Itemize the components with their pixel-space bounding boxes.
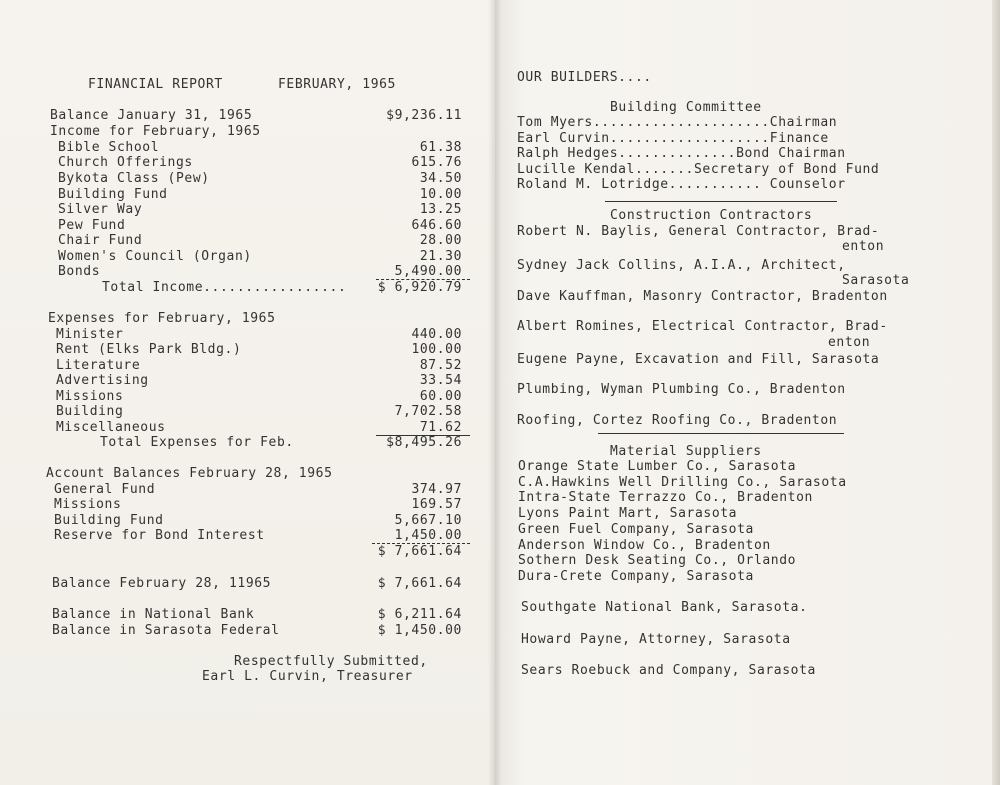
income-item-amount: 28.00 bbox=[419, 233, 462, 248]
committee-member: Tom Myers.....................Chairman bbox=[517, 115, 838, 130]
national-bank-label: Balance in National Bank bbox=[52, 607, 255, 622]
total-expenses-amount: $8,495.26 bbox=[386, 435, 462, 450]
book-gutter bbox=[488, 0, 502, 785]
account-item-amount: 5,667.10 bbox=[394, 513, 462, 528]
income-item-label: Bonds bbox=[58, 264, 101, 279]
expense-item-amount: 440.00 bbox=[411, 327, 462, 342]
contractor-line: Roofing, Cortez Roofing Co., Bradenton bbox=[517, 413, 838, 428]
income-item-amount: 34.50 bbox=[419, 171, 462, 186]
supplier-item: Green Fuel Company, Sarasota bbox=[518, 522, 754, 537]
account-item-amount: 1,450.00 bbox=[394, 528, 462, 543]
sarasota-federal-label: Balance in Sarasota Federal bbox=[52, 623, 280, 638]
total-expenses-label: Total Expenses for Feb. bbox=[100, 435, 294, 450]
supplier-item: C.A.Hawkins Well Drilling Co., Sarasota bbox=[518, 475, 847, 490]
other-item: Sears Roebuck and Company, Sarasota bbox=[521, 663, 816, 678]
balance-jan-label: Balance January 31, 1965 bbox=[50, 108, 253, 123]
contractor-line: Albert Romines, Electrical Contractor, Brad- bbox=[517, 319, 888, 334]
suppliers-heading: Material Suppliers bbox=[610, 444, 762, 459]
income-item-amount: 615.76 bbox=[411, 155, 462, 170]
income-item-amount: 21.30 bbox=[419, 249, 462, 264]
national-bank-amount: $ 6,211.64 bbox=[377, 607, 462, 622]
account-item-label: Reserve for Bond Interest bbox=[54, 528, 265, 543]
income-item-label: Bible School bbox=[58, 140, 160, 155]
income-item-label: Women's Council (Organ) bbox=[58, 249, 252, 264]
income-item-label: Bykota Class (Pew) bbox=[58, 171, 210, 186]
contractor-line-continued: Sarasota bbox=[842, 273, 910, 288]
balance-feb-label: Balance February 28, 11965 bbox=[52, 576, 272, 591]
accounts-heading: Account Balances February 28, 1965 bbox=[46, 466, 333, 481]
expense-item-amount: 60.00 bbox=[419, 389, 462, 404]
sarasota-federal-amount: $ 1,450.00 bbox=[377, 623, 462, 638]
account-item-label: Missions bbox=[54, 497, 122, 512]
treasurer-signature: Earl L. Curvin, Treasurer bbox=[202, 669, 413, 684]
income-item-amount: 646.60 bbox=[411, 218, 462, 233]
balance-feb-amount: $ 7,661.64 bbox=[377, 576, 462, 591]
committee-member: Roland M. Lotridge........... Counselor bbox=[517, 177, 846, 192]
expense-item-amount: 71.62 bbox=[419, 420, 462, 435]
closing-line: Respectfully Submitted, bbox=[234, 654, 428, 669]
contractor-line: Plumbing, Wyman Plumbing Co., Bradenton bbox=[517, 382, 846, 397]
supplier-item: Anderson Window Co., Bradenton bbox=[518, 538, 771, 553]
other-item: Southgate National Bank, Sarasota. bbox=[521, 600, 808, 615]
committee-member: Earl Curvin...................Finance bbox=[517, 131, 829, 146]
supplier-item: Lyons Paint Mart, Sarasota bbox=[518, 506, 738, 521]
income-item-amount: 5,490.00 bbox=[394, 264, 462, 279]
expense-item-amount: 100.00 bbox=[411, 342, 462, 357]
supplier-item: Orange State Lumber Co., Sarasota bbox=[518, 459, 797, 474]
income-item-label: Chair Fund bbox=[58, 233, 143, 248]
expense-item-label: Miscellaneous bbox=[56, 420, 166, 435]
expense-item-amount: 33.54 bbox=[419, 373, 462, 388]
report-title: FINANCIAL REPORT bbox=[88, 77, 223, 92]
expense-item-label: Missions bbox=[56, 389, 124, 404]
contractor-line: Robert N. Baylis, General Contractor, Brad- bbox=[517, 224, 880, 239]
account-item-amount: 169.57 bbox=[411, 497, 462, 512]
expense-item-label: Building bbox=[56, 404, 124, 419]
contractor-line: Dave Kauffman, Masonry Contractor, Bradenton bbox=[517, 289, 888, 304]
income-item-amount: 61.38 bbox=[419, 140, 462, 155]
page-edge bbox=[992, 0, 1000, 785]
section-divider bbox=[598, 433, 844, 434]
account-item-label: Building Fund bbox=[54, 513, 164, 528]
section-divider bbox=[605, 201, 837, 202]
contractor-line-continued: enton bbox=[842, 239, 885, 254]
account-item-amount: 374.97 bbox=[411, 482, 462, 497]
supplier-item: Dura-Crete Company, Sarasota bbox=[518, 569, 754, 584]
income-item-label: Building Fund bbox=[58, 187, 168, 202]
committee-heading: Building Committee bbox=[610, 100, 762, 115]
account-item-label: General Fund bbox=[54, 482, 156, 497]
income-heading: Income for February, 1965 bbox=[50, 124, 261, 139]
accounts-total: $ 7,661.64 bbox=[377, 544, 462, 559]
total-income-label: Total Income................. bbox=[102, 280, 347, 295]
committee-member: Lucille Kendal.......Secretary of Bond Fund bbox=[517, 162, 880, 177]
total-income-amount: $ 6,920.79 bbox=[377, 280, 462, 295]
other-item: Howard Payne, Attorney, Sarasota bbox=[521, 632, 791, 647]
balance-jan-amount: $9,236.11 bbox=[386, 108, 462, 123]
expense-item-label: Rent (Elks Park Bldg.) bbox=[56, 342, 242, 357]
income-item-amount: 10.00 bbox=[419, 187, 462, 202]
contractor-line: Sydney Jack Collins, A.I.A., Architect, bbox=[517, 258, 846, 273]
expense-item-amount: 7,702.58 bbox=[394, 404, 462, 419]
report-period: FEBRUARY, 1965 bbox=[278, 77, 396, 92]
income-item-label: Silver Way bbox=[58, 202, 143, 217]
contractor-line: Eugene Payne, Excavation and Fill, Sarasota bbox=[517, 352, 880, 367]
expense-item-label: Advertising bbox=[56, 373, 149, 388]
contractors-heading: Construction Contractors bbox=[610, 208, 813, 223]
expense-item-label: Minister bbox=[56, 327, 124, 342]
expense-item-amount: 87.52 bbox=[419, 358, 462, 373]
supplier-item: Intra-State Terrazzo Co., Bradenton bbox=[518, 490, 813, 505]
income-item-label: Pew Fund bbox=[58, 218, 126, 233]
committee-member: Ralph Hedges..............Bond Chairman bbox=[517, 146, 846, 161]
builders-title: OUR BUILDERS.... bbox=[517, 70, 652, 85]
contractor-line-continued: enton bbox=[828, 335, 871, 350]
income-item-label: Church Offerings bbox=[58, 155, 193, 170]
income-item-amount: 13.25 bbox=[419, 202, 462, 217]
expenses-heading: Expenses for February, 1965 bbox=[48, 311, 276, 326]
expense-item-label: Literature bbox=[56, 358, 141, 373]
supplier-item: Sothern Desk Seating Co., Orlando bbox=[518, 553, 797, 568]
